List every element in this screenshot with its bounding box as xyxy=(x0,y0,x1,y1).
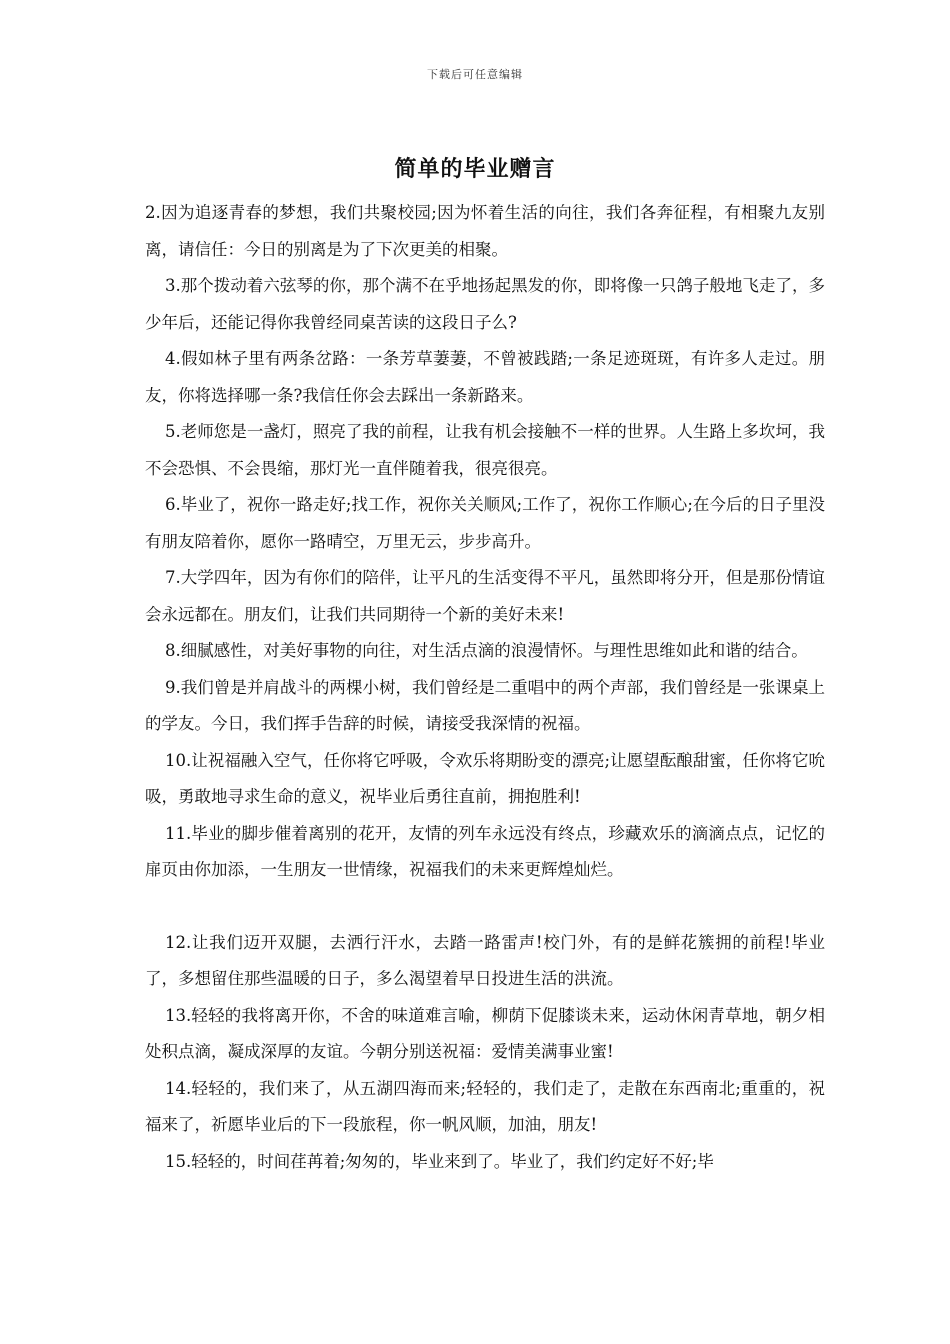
paragraph-13: 13.轻轻的我将离开你，不舍的味道难言喻，柳荫下促膝谈未来，运动休闲青草地，朝夕相处积点滴，凝成深厚的友谊。今朝分别送祝福：爱情美满事业蜜! xyxy=(145,1005,825,1061)
paragraph-8: 8.细腻感性，对美好事物的向往，对生活点滴的浪漫情怀。与理性思维如此和谐的结合。 xyxy=(165,641,808,660)
paragraph-gap xyxy=(145,889,825,925)
paragraph-4: 4.假如林子里有两条岔路：一条芳草萋萋，不曾被践踏;一条足迹斑斑，有许多人走过。朋友，你将选择哪一条?我信任你会去踩出一条新路来。 xyxy=(145,349,825,405)
paragraph-5: 5.老师您是一盏灯，照亮了我的前程，让我有机会接触不一样的世界。人生路上多坎坷，我不会恐惧、不会畏缩，那灯光一直伴随着我，很亮很亮。 xyxy=(145,422,825,478)
paragraph-9: 9.我们曾是并肩战斗的两棵小树，我们曾经是二重唱中的两个声部，我们曾经是一张课桌上的学友。今日，我们挥手告辞的时候，请接受我深情的祝福。 xyxy=(145,677,825,733)
paragraph-6: 6.毕业了，祝你一路走好;找工作，祝你关关顺风;工作了，祝你工作顺心;在今后的日子里没有朋友陪着你，愿你一路晴空，万里无云，步步高升。 xyxy=(145,495,825,551)
paragraph-2: 2.因为追逐青春的梦想，我们共聚校园;因为怀着生活的向往，我们各奔征程，有相聚九友别离，请信任：今日的别离是为了下次更美的相聚。 xyxy=(145,203,825,259)
paragraph-12: 12.让我们迈开双腿，去洒行汗水，去踏一路雷声!校门外，有的是鲜花簇拥的前程!毕业了，多想留住那些温暖的日子，多么渴望着早日投进生活的洪流。 xyxy=(145,932,825,988)
document-body xyxy=(145,195,825,1180)
document-title: 简单的毕业赠言 xyxy=(394,156,556,182)
paragraph-14: 14.轻轻的，我们来了，从五湖四海而来;轻轻的，我们走了，走散在东西南北;重重的，祝福来了，祈愿毕业后的下一段旅程，你一帆风顺，加油，朋友! xyxy=(145,1078,825,1134)
paragraph-15: 15.轻轻的，时间荏苒着;匆匆的，毕业来到了。毕业了，我们约定好不好;毕 xyxy=(165,1151,714,1171)
paragraph-10: 10.让祝福融入空气，任你将它呼吸，令欢乐将期盼变的漂亮;让愿望酝酿甜蜜，任你将它吮吸，勇敢地寻求生命的意义，祝毕业后勇往直前，拥抱胜利! xyxy=(145,750,825,806)
paragraph-7: 7.大学四年，因为有你们的陪伴，让平凡的生活变得不平凡，虽然即将分开，但是那份情谊会永远都在。朋友们，让我们共同期待一个新的美好未来! xyxy=(145,568,825,624)
paragraph-11: 11.毕业的脚步催着离别的花开，友情的列车永远没有终点，珍藏欢乐的滴滴点点，记忆的扉页由你加添，一生朋友一世情缘，祝福我们的未来更辉煌灿烂。 xyxy=(145,823,825,879)
paragraph-3: 3.那个拨动着六弦琴的你，那个满不在乎地扬起黑发的你，即将像一只鸽子般地飞走了，多少年后，还能记得你我曾经同桌苦读的这段日子么? xyxy=(145,276,825,332)
header-note: 下载后可任意编辑 xyxy=(427,68,523,81)
